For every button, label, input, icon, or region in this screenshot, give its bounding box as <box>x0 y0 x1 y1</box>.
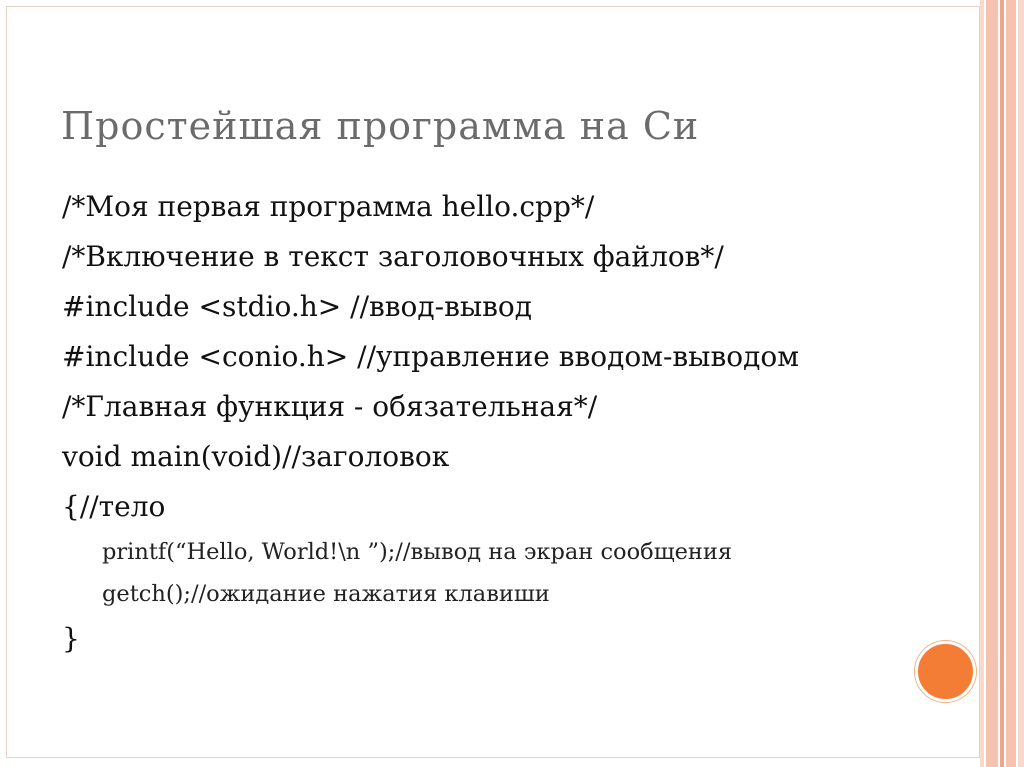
code-line: /*Моя первая программа hello.cpp*/ <box>62 190 595 223</box>
code-line: /*Включение в текст заголовочных файлов*/ <box>62 240 724 273</box>
stripe <box>1000 0 1004 767</box>
code-line: #include <conio.h> //управление вводом-выводом <box>62 340 799 373</box>
stripe <box>980 0 984 767</box>
code-line: #include <stdio.h> //ввод-вывод <box>62 290 532 323</box>
code-line-indented: getch();//ожидание нажатия клавиши <box>102 581 550 607</box>
code-line: void main(void)//заголовок <box>62 440 450 473</box>
slide-title: Простейшая программа на Си <box>61 104 700 148</box>
code-line-indented: printf(“Hello, World!\n ”);//вывод на экран сообщения <box>102 539 733 565</box>
closing-brace: } <box>62 622 80 655</box>
stripe <box>1018 0 1024 767</box>
stripe <box>986 0 998 767</box>
code-line: {//тело <box>62 490 166 523</box>
code-line: /*Главная функция - обязательная*/ <box>62 390 598 423</box>
decorative-dot <box>915 641 976 702</box>
decorative-stripes <box>980 0 1024 767</box>
stripe <box>1006 0 1016 767</box>
